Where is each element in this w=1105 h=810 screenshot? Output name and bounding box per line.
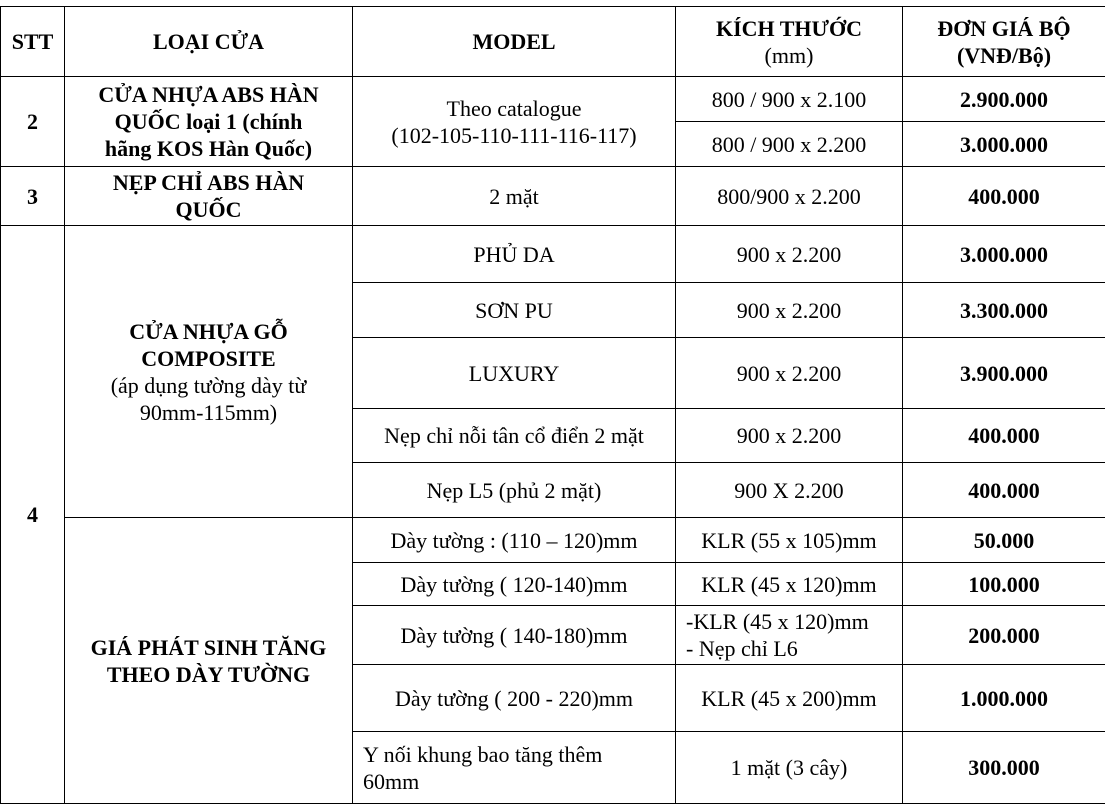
model-cell: Nẹp L5 (phủ 2 mặt) [353, 463, 676, 518]
stt-cell: 4 [1, 226, 65, 804]
size-cell: 800 / 900 x 2.100 [676, 77, 903, 122]
loai-cua-line: NẸP CHỈ ABS HÀN [71, 169, 346, 196]
loai-cua-line: QUỐC loại 1 (chính [71, 108, 346, 135]
model-line: Theo catalogue [359, 95, 669, 122]
price-cell: 300.000 [903, 732, 1105, 804]
header-kich-thuoc [676, 7, 903, 77]
table-row [1, 518, 1105, 563]
size-line: -KLR (45 x 120)mm [686, 608, 896, 635]
header-don-gia [903, 7, 1105, 77]
size-cell: 900 X 2.200 [676, 463, 903, 518]
size-cell: 900 x 2.200 [676, 338, 903, 409]
price-cell: 3.000.000 [903, 122, 1105, 167]
price-cell: 3.900.000 [903, 338, 1105, 409]
loai-cua-line: THEO DÀY TƯỜNG [71, 661, 346, 688]
price-cell: 400.000 [903, 167, 1105, 226]
loai-cua-line: COMPOSITE [71, 345, 346, 372]
loai-cua-cell [65, 518, 353, 804]
model-cell: Dày tường ( 120-140)mm [353, 563, 676, 606]
model-cell [353, 77, 676, 167]
model-cell [353, 732, 676, 804]
price-cell: 400.000 [903, 463, 1105, 518]
loai-cua-line: QUỐC [71, 196, 346, 223]
size-line: - Nẹp chỉ L6 [686, 635, 896, 662]
model-cell: SƠN PU [353, 283, 676, 338]
header-don-gia-line1: ĐƠN GIÁ BỘ [909, 15, 1099, 42]
loai-cua-note: 90mm-115mm) [71, 399, 346, 426]
header-kich-thuoc-line1: KÍCH THƯỚC [682, 15, 896, 42]
table-row [1, 77, 1105, 122]
model-cell: Dày tường : (110 – 120)mm [353, 518, 676, 563]
price-cell: 3.300.000 [903, 283, 1105, 338]
price-cell: 1.000.000 [903, 665, 1105, 732]
price-cell: 2.900.000 [903, 77, 1105, 122]
model-cell: PHỦ DA [353, 226, 676, 283]
loai-cua-cell [65, 226, 353, 518]
model-cell: Dày tường ( 140-180)mm [353, 606, 676, 665]
model-line: (102-105-110-111-116-117) [359, 122, 669, 149]
loai-cua-line: GIÁ PHÁT SINH TĂNG [71, 634, 346, 661]
price-cell: 400.000 [903, 409, 1105, 463]
price-cell: 3.000.000 [903, 226, 1105, 283]
price-cell: 50.000 [903, 518, 1105, 563]
price-table [0, 6, 1105, 804]
model-cell: 2 mặt [353, 167, 676, 226]
size-cell: KLR (45 x 200)mm [676, 665, 903, 732]
stt-cell: 3 [1, 167, 65, 226]
loai-cua-cell [65, 167, 353, 226]
size-cell: 900 x 2.200 [676, 283, 903, 338]
price-cell: 200.000 [903, 606, 1105, 665]
header-model: MODEL [353, 7, 676, 77]
model-cell: Nẹp chỉ nỗi tân cổ điển 2 mặt [353, 409, 676, 463]
size-cell: 800/900 x 2.200 [676, 167, 903, 226]
loai-cua-line: CỬA NHỰA ABS HÀN [71, 81, 346, 108]
loai-cua-cell [65, 77, 353, 167]
size-cell: KLR (45 x 120)mm [676, 563, 903, 606]
table-row [1, 167, 1105, 226]
size-cell: KLR (55 x 105)mm [676, 518, 903, 563]
model-line: 60mm [363, 768, 669, 795]
model-cell: LUXURY [353, 338, 676, 409]
model-cell: Dày tường ( 200 - 220)mm [353, 665, 676, 732]
header-stt: STT [1, 7, 65, 77]
header-kich-thuoc-unit: (mm) [682, 42, 896, 69]
header-loai-cua: LOẠI CỬA [65, 7, 353, 77]
stt-cell: 2 [1, 77, 65, 167]
size-cell [676, 606, 903, 665]
size-cell: 800 / 900 x 2.200 [676, 122, 903, 167]
price-cell: 100.000 [903, 563, 1105, 606]
size-cell: 900 x 2.200 [676, 226, 903, 283]
table-row [1, 226, 1105, 283]
header-don-gia-unit: (VNĐ/Bộ) [909, 42, 1099, 69]
size-cell: 900 x 2.200 [676, 409, 903, 463]
size-cell: 1 mặt (3 cây) [676, 732, 903, 804]
loai-cua-line: hãng KOS Hàn Quốc) [71, 135, 346, 162]
loai-cua-line: CỬA NHỰA GỖ [71, 318, 346, 345]
loai-cua-note: (áp dụng tường dày từ [71, 372, 346, 399]
model-line: Y nối khung bao tăng thêm [363, 741, 669, 768]
header-row [1, 7, 1105, 77]
